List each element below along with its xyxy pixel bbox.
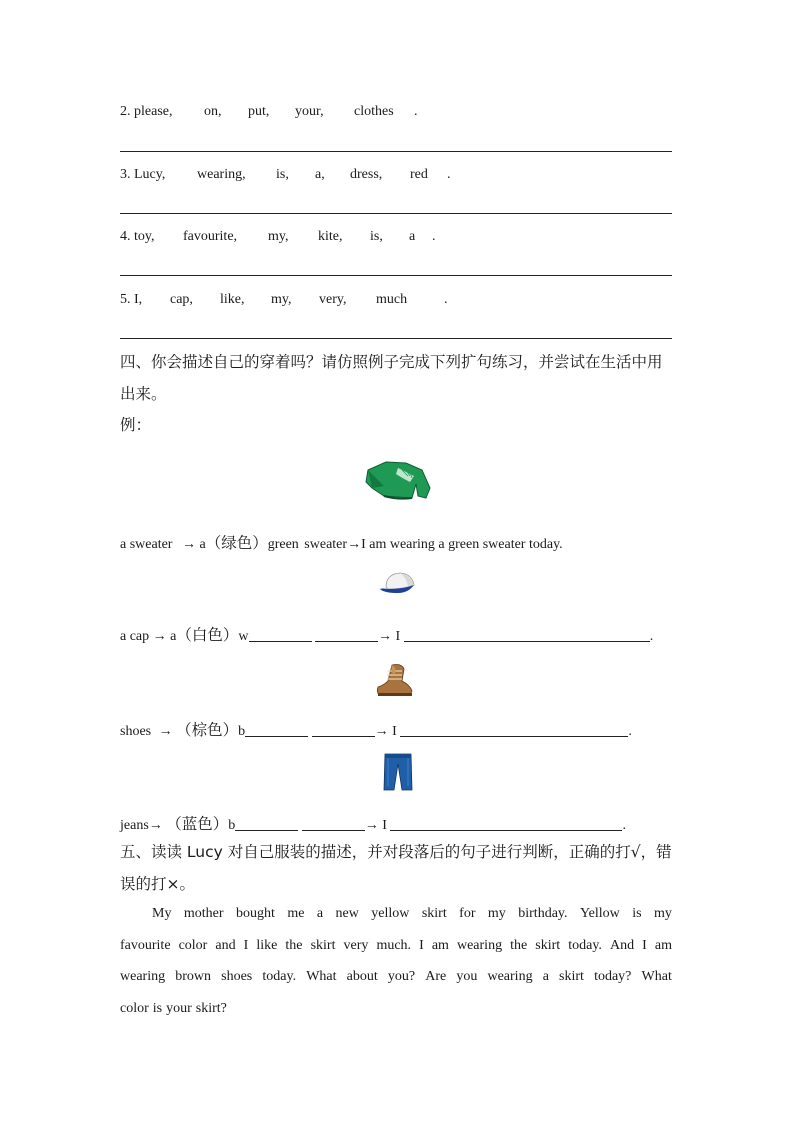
paragraph-word: your — [166, 1000, 192, 1016]
scramble-3-period: . — [447, 167, 451, 182]
paragraph-word: I — [642, 937, 647, 953]
paragraph-word: Yellow — [579, 906, 620, 921]
scramble-5-word-4: my, — [271, 292, 292, 307]
paragraph-word: new — [335, 906, 359, 921]
answer-line-4[interactable] — [120, 275, 672, 276]
shoes-noun-blank[interactable] — [312, 722, 375, 737]
paragraph-word: much. — [376, 937, 412, 953]
cap-noun-blank[interactable] — [315, 627, 378, 642]
shoes-row: shoes → （棕色）b → I . — [120, 721, 632, 739]
paragraph-word: wearing — [487, 969, 533, 984]
paragraph-line-4 — [120, 993, 672, 1025]
paragraph-word: me — [287, 906, 305, 921]
section5-title-line1: 五、读读 Lucy 对自己服装的描述，并对段落后的句子进行判断，正确的打√，错 — [120, 843, 672, 861]
paragraph-line-3 — [120, 961, 672, 993]
paragraph-word: birthday. — [518, 906, 568, 921]
paragraph-word: yellow — [371, 906, 410, 921]
paragraph-word: am — [431, 937, 449, 953]
scramble-5-period: . — [444, 292, 448, 307]
section4-title-line1: 四、你会描述自己的穿着吗？请仿照例子完成下列扩句练习，并尝试在生活中用 — [120, 353, 663, 371]
scramble-3-word-1: 3. Lucy, — [120, 167, 166, 182]
paragraph-word: you? — [387, 969, 416, 984]
paragraph-word: mother — [183, 906, 224, 921]
paragraph-word: skirt — [559, 969, 584, 984]
example-label: 例： — [120, 416, 152, 434]
paragraph-word: you — [456, 969, 478, 984]
answer-line-5[interactable] — [120, 338, 672, 339]
scramble-3-word-3: is, — [276, 167, 289, 182]
scramble-3-word-6: red — [410, 167, 428, 182]
paragraph-word: the — [285, 937, 303, 953]
paragraph-word: I — [419, 937, 424, 953]
scramble-5-word-2: cap, — [170, 292, 193, 307]
blue-jeans-icon — [382, 752, 414, 792]
answer-line-3[interactable] — [120, 213, 672, 214]
paragraph-word: for — [459, 906, 476, 921]
paragraph-word: is — [152, 1000, 163, 1016]
paragraph-word: the — [510, 937, 528, 953]
paragraph-word: My — [152, 906, 172, 921]
paragraph-word: skirt — [421, 906, 447, 921]
scramble-2-word-3: put, — [248, 104, 270, 119]
jeans-noun-blank[interactable] — [302, 816, 365, 831]
scramble-3-word-2: wearing, — [197, 167, 246, 182]
cap-row: a cap → a（白色）w → I . — [120, 626, 654, 644]
scramble-4-word-1: 4. toy, — [120, 229, 155, 244]
scramble-3-word-4: a, — [315, 167, 325, 182]
paragraph-line-2 — [120, 930, 672, 962]
paragraph-word: today. — [568, 937, 602, 953]
paragraph-word: is — [632, 906, 642, 921]
answer-line-2[interactable] — [120, 151, 672, 152]
scramble-2-word-1: 2. please, — [120, 104, 173, 119]
paragraph-word: What — [306, 969, 337, 984]
green-sweater-icon — [362, 458, 432, 502]
paragraph-word: like — [256, 937, 278, 953]
shoes-adj-blank[interactable] — [245, 722, 308, 737]
paragraph-word: Are — [425, 969, 447, 984]
scramble-2-word-2: on, — [204, 104, 222, 119]
paragraph-word: bought — [235, 906, 275, 921]
brown-boot-icon — [374, 663, 416, 699]
scramble-2-word-5: clothes — [354, 104, 394, 119]
paragraph-line-1 — [120, 898, 672, 930]
paragraph-word: skirt? — [195, 1000, 227, 1016]
scramble-4-word-2: favourite, — [183, 229, 238, 244]
cap-adj-blank[interactable] — [249, 627, 312, 642]
example-row: a sweater → a（绿色）green sweater→I am wearing a green sweater today. — [120, 534, 563, 552]
paragraph-word: my — [653, 906, 672, 921]
jeans-row: jeans→ （蓝色）b → I . — [120, 815, 626, 833]
cap-sentence-blank[interactable] — [404, 627, 650, 642]
paragraph-word: my — [487, 906, 506, 921]
paragraph-word: and — [215, 937, 236, 953]
paragraph-word: color — [120, 1000, 149, 1016]
paragraph-word: today. — [262, 969, 297, 984]
scramble-2-word-4: your, — [295, 104, 324, 119]
section4-title-line2: 出来。 — [120, 385, 167, 403]
scramble-4-word-6: a — [409, 229, 416, 244]
shoes-sentence-blank[interactable] — [400, 722, 628, 737]
paragraph-word: skirt — [310, 937, 336, 953]
paragraph-word: skirt — [535, 937, 561, 953]
scramble-4-period: . — [432, 229, 436, 244]
paragraph-word: very — [343, 937, 369, 953]
paragraph-word: color — [178, 937, 208, 953]
paragraph-word: about — [346, 969, 378, 984]
paragraph-word: wearing — [456, 937, 503, 953]
paragraph-word: am — [654, 937, 672, 953]
paragraph-word: And — [609, 937, 635, 953]
scramble-4-word-4: kite, — [318, 229, 343, 244]
jeans-adj-blank[interactable] — [235, 816, 298, 831]
scramble-5-word-6: much — [376, 292, 408, 307]
jeans-sentence-blank[interactable] — [390, 816, 622, 831]
paragraph-word: a — [542, 969, 549, 984]
scramble-4-word-5: is, — [370, 229, 383, 244]
scramble-2-period: . — [414, 104, 418, 119]
blue-cap-icon — [378, 571, 416, 597]
scramble-5-word-5: very, — [319, 292, 347, 307]
paragraph-word: I — [243, 937, 249, 953]
scramble-4-word-3: my, — [268, 229, 289, 244]
scramble-5-word-1: 5. I, — [120, 292, 143, 307]
section5-title-line2: 误的打×。 — [120, 875, 195, 893]
paragraph-word: What — [641, 969, 672, 984]
paragraph-word: brown — [175, 969, 211, 984]
paragraph-word: shoes — [221, 969, 253, 984]
paragraph-word: a — [316, 906, 324, 921]
scramble-3-word-5: dress, — [350, 167, 383, 182]
paragraph-word: favourite — [120, 937, 171, 953]
paragraph-word: wearing — [120, 969, 166, 984]
paragraph-word: today? — [594, 969, 632, 984]
scramble-5-word-3: like, — [220, 292, 245, 307]
reading-paragraph — [120, 898, 672, 1024]
